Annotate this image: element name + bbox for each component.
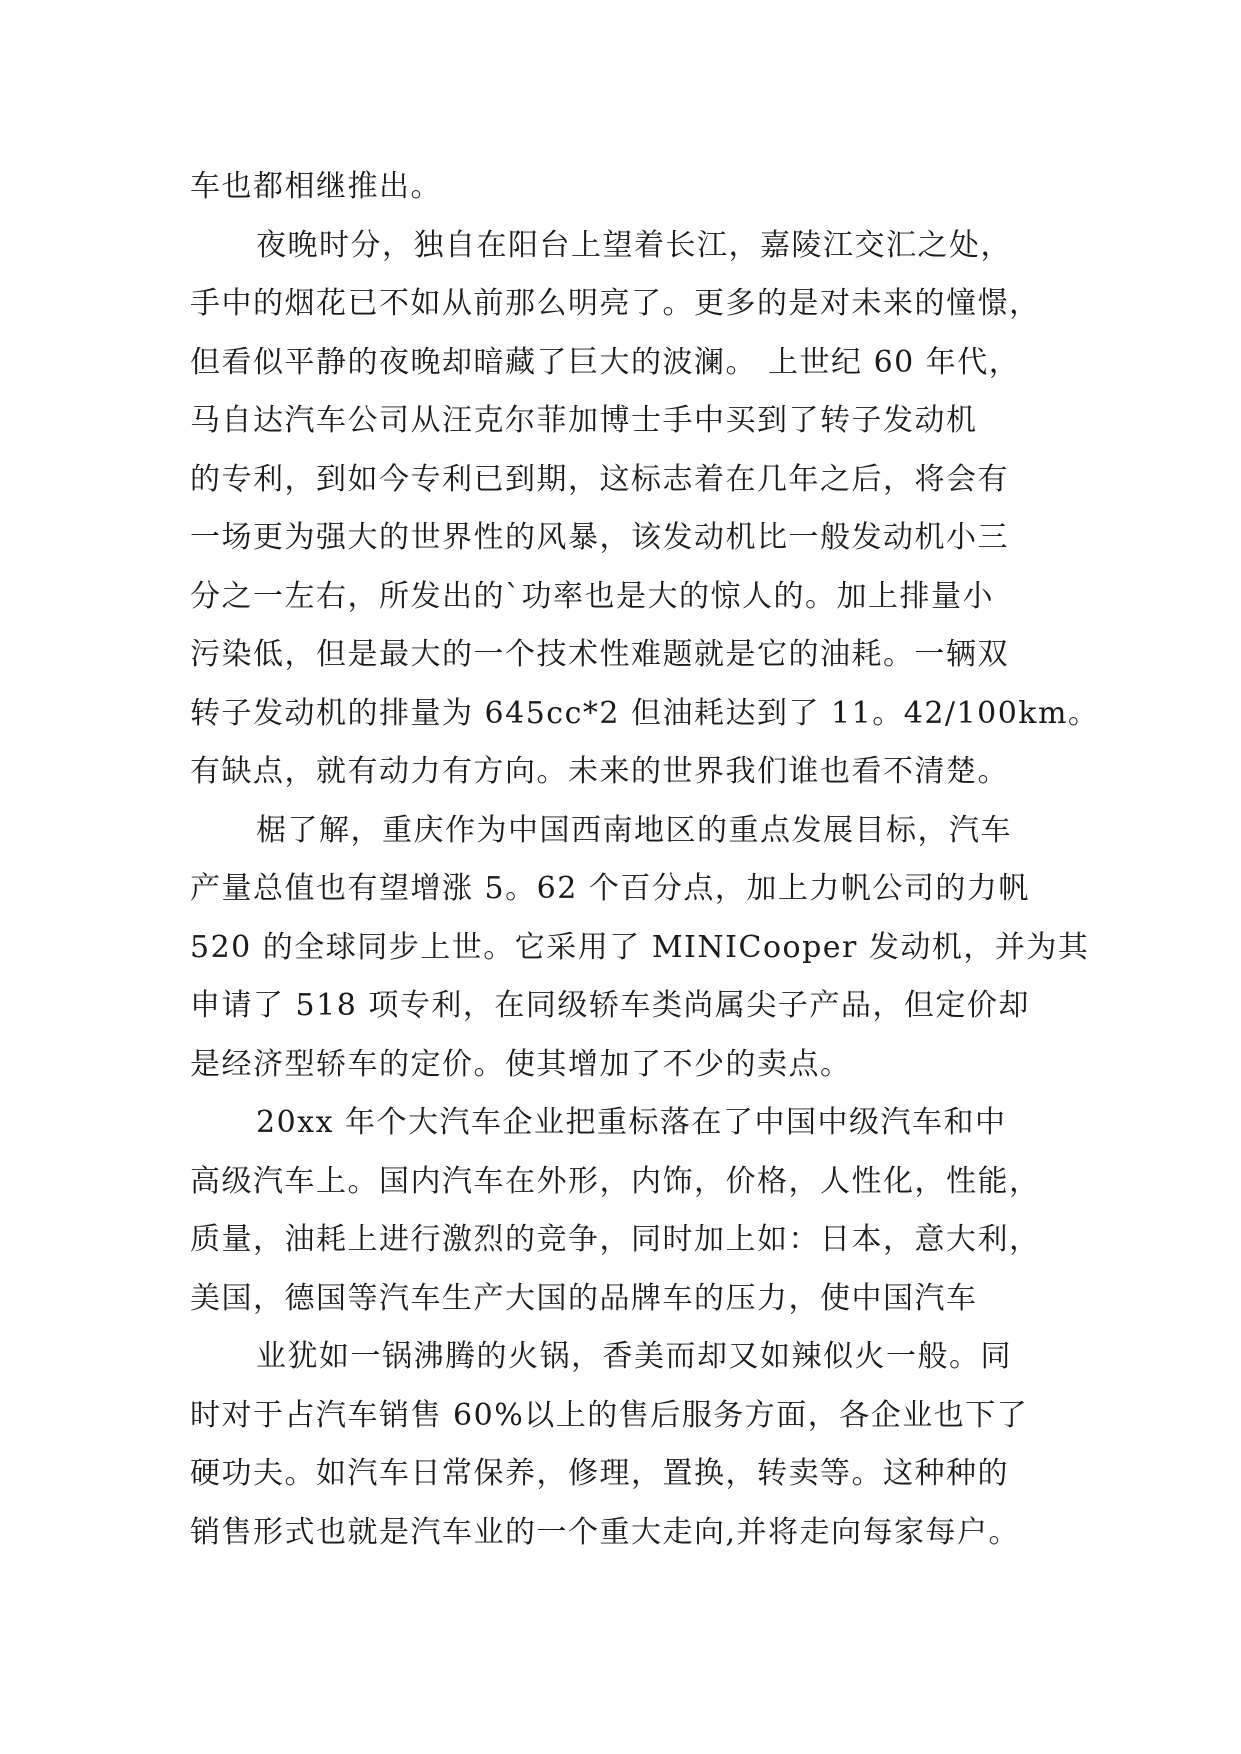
text-line: 一场更为强大的世界性的风暴，该发动机比一般发动机小三 — [190, 520, 1009, 555]
text-line: 污染低，但是最大的一个技术性难题就是它的油耗。一辆双 — [190, 637, 1009, 672]
text-line: 手中的烟花已不如从前那么明亮了。更多的是对未来的憧憬， — [190, 286, 1041, 321]
text-line: 美国，德国等汽车生产大国的品牌车的压力，使中国汽车 — [190, 1280, 978, 1316]
text-line: 高级汽车上。国内汽车在外形，内饰，价格，人性化，性能， — [190, 1163, 1041, 1199]
text-line: 椐了解，重庆作为中国西南地区的重点发展目标，汽车 — [256, 812, 1012, 848]
text-line: 车也都相继推出。 — [190, 169, 442, 204]
text-line: 的专利，到如今专利已到期，这标志着在几年之后，将会有 — [190, 461, 1009, 497]
text-line: 夜晚时分，独自在阳台上望着长江，嘉陵江交汇之处， — [256, 227, 1012, 263]
text-line: 有缺点，就有动力有方向。未来的世界我们谁也看不清楚。 — [190, 754, 1009, 789]
text-line: 时对于占汽车销售 60%以上的售后服务方面，各企业也下了 — [190, 1397, 1029, 1433]
text-line: 销售形式也就是汽车业的一个重大走向,并将走向每家每户。 — [190, 1514, 1021, 1550]
text-line: 转子发动机的排量为 645cc*2 但油耗达到了 11。42/100km。 — [190, 695, 1100, 731]
text-line: 硬功夫。如汽车日常保养，修理，置换，转卖等。这种种的 — [190, 1456, 1009, 1491]
text-line: 20xx 年个大汽车企业把重标落在了中国中级汽车和中 — [256, 1105, 1007, 1140]
text-line: 产量总值也有望增涨 5。62 个百分点，加上力帆公司的力帆 — [190, 871, 1030, 906]
text-line: 申请了 518 项专利，在同级轿车类尚属尖子产品，但定价却 — [190, 988, 1030, 1023]
text-line: 质量，油耗上进行激烈的竞争，同时加上如：日本，意大利， — [190, 1222, 1041, 1257]
text-line: 520 的全球同步上世。它采用了 MINICooper 发动机，并为其 — [190, 929, 1090, 965]
body-text — [190, 158, 1100, 1562]
text-line: 马自达汽车公司从汪克尔菲加博士手中买到了转子发动机 — [190, 403, 978, 438]
text-line: 分之一左右，所发出的`功率也是大的惊人的。加上排量小 — [190, 578, 994, 614]
text-line: 是经济型轿车的定价。使其增加了不少的卖点。 — [190, 1046, 852, 1082]
text-line: 业犹如一锅沸腾的火锅，香美而却又如辣似火一般。同 — [256, 1339, 1012, 1374]
text-line: 但看似平静的夜晚却暗藏了巨大的波澜。 上世纪 60 年代， — [190, 344, 1021, 380]
